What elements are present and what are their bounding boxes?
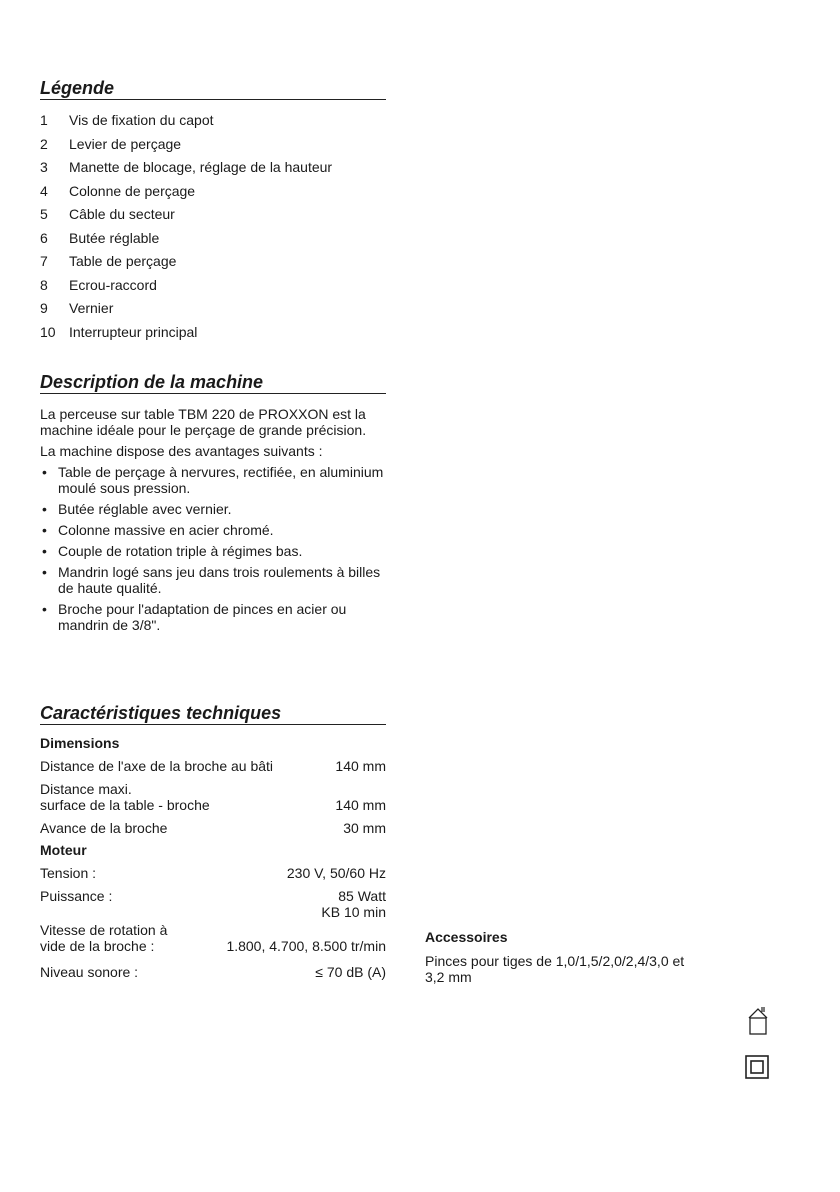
legend-item xyxy=(40,251,386,275)
legend-item xyxy=(40,298,386,322)
spec-value: ≤ 70 dB (A) xyxy=(315,964,386,980)
spec-row xyxy=(40,865,386,881)
advantage-item: • Table de perçage à nervures, rectifiée, en aluminium moulé sous pression. xyxy=(40,464,386,496)
specs-heading: Caractéristiques techniques xyxy=(40,703,386,725)
spec-label: surface de la table - broche xyxy=(40,797,210,813)
advantage-item: • Couple de rotation triple à régimes bas. xyxy=(40,543,386,559)
legend-item-number: 7 xyxy=(40,253,48,269)
accessories-text-line: 3,2 mm xyxy=(425,969,472,985)
legend-item-number: 9 xyxy=(40,300,48,316)
advantage-item: • Mandrin logé sans jeu dans trois roulements à billes de haute qualité. xyxy=(40,564,386,596)
legend-heading: Légende xyxy=(40,78,386,100)
legend-item-label: Butée réglable xyxy=(69,229,160,246)
legend-item xyxy=(40,134,386,158)
legend-item-label: Table de perçage xyxy=(69,253,177,269)
description-intro: La perceuse sur table TBM 220 de PROXXON est la machine idéale pour le perçage de grande précision. xyxy=(40,406,367,438)
legend-item-label: Levier de perçage xyxy=(69,135,182,152)
legend-item xyxy=(40,204,386,228)
spec-row xyxy=(40,964,386,980)
spec-value: 140 mm xyxy=(335,758,386,774)
spec-row xyxy=(40,922,386,954)
legend-item-label: Interrupteur principal xyxy=(69,323,198,340)
indoor-use-house-icon xyxy=(747,1005,769,1035)
spec-row xyxy=(40,820,386,836)
legend-item xyxy=(40,110,386,134)
spec-value: 85 Watt xyxy=(338,888,386,904)
legend-list xyxy=(40,110,386,345)
spec-row xyxy=(40,904,386,920)
legend-item-label: Vernier xyxy=(69,300,114,316)
advantages-list xyxy=(40,464,386,633)
spec-label: Avance de la broche xyxy=(40,820,168,836)
description-section xyxy=(40,372,386,638)
legend-item-label: Manette de blocage, réglage de la hauteur xyxy=(69,159,333,175)
legend-item-number: 1 xyxy=(40,112,48,128)
legend-item-label: Vis de fixation du capot xyxy=(69,112,214,128)
spec-line xyxy=(40,797,386,813)
spec-label: vide de la broche : xyxy=(40,938,155,954)
accessories-heading: Accessoires xyxy=(425,929,508,945)
double-insulation-icon xyxy=(745,1055,769,1079)
legend-item-number: 3 xyxy=(40,159,48,175)
advantage-item: • Butée réglable avec vernier. xyxy=(40,501,386,517)
accessories-section xyxy=(425,928,745,985)
spec-label: Tension : xyxy=(40,865,97,881)
spec-label: Distance de l'axe de la broche au bâti xyxy=(40,758,274,774)
legend-item xyxy=(40,322,386,346)
legend-item-number: 10 xyxy=(40,323,56,340)
legend-item-label: Ecrou-raccord xyxy=(69,276,157,293)
legend-item-number: 8 xyxy=(40,276,48,293)
legend-item xyxy=(40,157,386,181)
spec-value: 1.800, 4.700, 8.500 tr/min xyxy=(226,938,386,954)
legend-item-label: Colonne de perçage xyxy=(69,182,196,199)
spec-label: Distance maxi. xyxy=(40,781,132,797)
dimensions-subheading: Dimensions xyxy=(40,735,120,751)
legend-item-number: 5 xyxy=(40,206,48,222)
motor-subheading: Moteur xyxy=(40,842,87,858)
accessories-text-line: Pinces pour tiges de 1,0/1,5/2,0/2,4/3,0 et xyxy=(425,953,685,969)
spec-value: 140 mm xyxy=(335,797,386,813)
advantage-item: • Colonne massive en acier chromé. xyxy=(40,522,386,538)
advantage-item: • Broche pour l'adaptation de pinces en acier ou mandrin de 3/8". xyxy=(40,601,386,633)
spec-label: Puissance : xyxy=(40,888,113,904)
spec-value: 30 mm xyxy=(343,820,386,836)
description-lead: La machine dispose des avantages suivants : xyxy=(40,443,323,459)
legend-item-label: Câble du secteur xyxy=(69,206,175,222)
spec-line xyxy=(40,938,386,954)
spec-row xyxy=(40,888,386,904)
spec-row xyxy=(40,781,386,813)
legend-item xyxy=(40,181,386,205)
legend-item-number: 2 xyxy=(40,135,48,152)
description-heading: Description de la machine xyxy=(40,372,386,394)
spec-value: 230 V, 50/60 Hz xyxy=(286,865,386,881)
spec-row xyxy=(40,758,386,774)
legend-section xyxy=(40,78,386,345)
spec-label: Niveau sonore : xyxy=(40,964,139,980)
legend-item xyxy=(40,275,386,299)
spec-label: Vitesse de rotation à xyxy=(40,922,168,938)
spec-value: KB 10 min xyxy=(321,904,386,920)
specs-section xyxy=(40,703,386,980)
legend-item-number: 4 xyxy=(40,182,48,199)
legend-item-number: 6 xyxy=(40,229,48,246)
legend-item xyxy=(40,228,386,252)
